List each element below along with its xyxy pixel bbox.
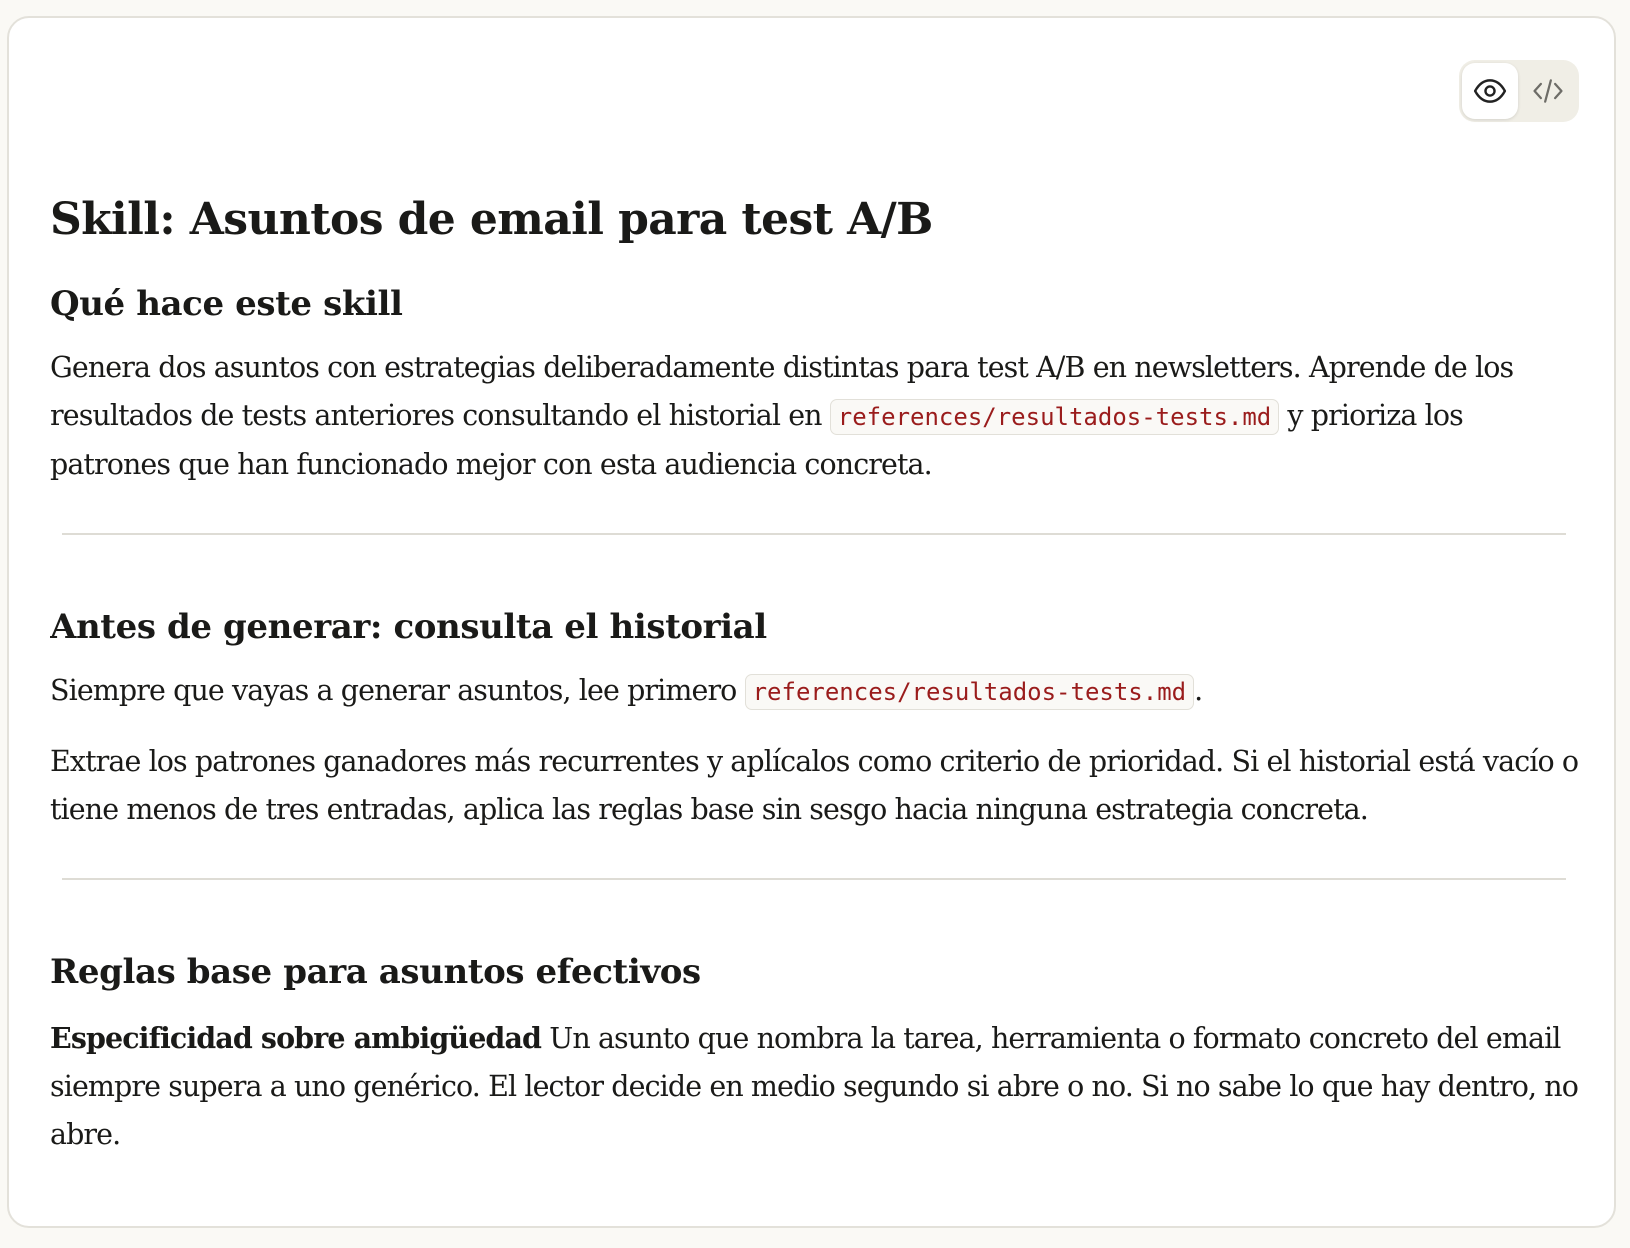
section-heading-historial: Antes de generar: consulta el historial bbox=[50, 607, 767, 647]
code-view-button[interactable] bbox=[1520, 63, 1576, 119]
section-paragraph bbox=[50, 1014, 1590, 1159]
rule-text: Un asunto que nombra la tarea, herramienta o formato concreto del email siempre supera a uno genérico. El lector decide en medio segundo si abre o no. Si no sabe lo que hay dentro, no abre. bbox=[50, 1022, 1578, 1151]
preview-button[interactable] bbox=[1462, 63, 1518, 119]
paragraph-text: Genera dos asuntos con estrategias deliberadamente distintas para test A/B en newsletters. Aprende de los resultados de tests anteriores consultando el historial en bbox=[50, 351, 1514, 432]
section-paragraph bbox=[50, 344, 1590, 489]
section-paragraph: Extrae los patrones ganadores más recurrentes y aplícalos como criterio de prioridad. Si el historial está vacío o tiene menos de tres entradas, aplica las reglas base sin sesgo hacia ninguna estrategia concreta. bbox=[50, 745, 1579, 826]
section-heading-reglas: Reglas base para asuntos efectivos bbox=[50, 952, 701, 992]
view-toggle bbox=[1459, 60, 1579, 122]
paragraph-text: Siempre que vayas a generar asuntos, lee primero bbox=[50, 674, 745, 707]
page-title: Skill: Asuntos de email para test A/B bbox=[50, 194, 933, 245]
rule-title: Especificidad sobre ambigüedad bbox=[50, 1021, 542, 1055]
divider bbox=[62, 878, 1566, 880]
inline-code: references/resultados-tests.md bbox=[745, 674, 1194, 710]
code-icon bbox=[1531, 74, 1565, 108]
inline-code: references/resultados-tests.md bbox=[830, 399, 1279, 435]
divider bbox=[62, 533, 1566, 535]
section-heading-que-hace: Qué hace este skill bbox=[50, 284, 403, 324]
section-paragraph bbox=[50, 667, 1590, 716]
eye-icon bbox=[1473, 74, 1507, 108]
document-card bbox=[7, 16, 1616, 1228]
paragraph-text: . bbox=[1194, 674, 1203, 707]
paragraph-text: y prioriza los patrones que han funcionado mejor con esta audiencia concreta. bbox=[50, 399, 1463, 481]
document-content bbox=[50, 190, 1590, 1200]
